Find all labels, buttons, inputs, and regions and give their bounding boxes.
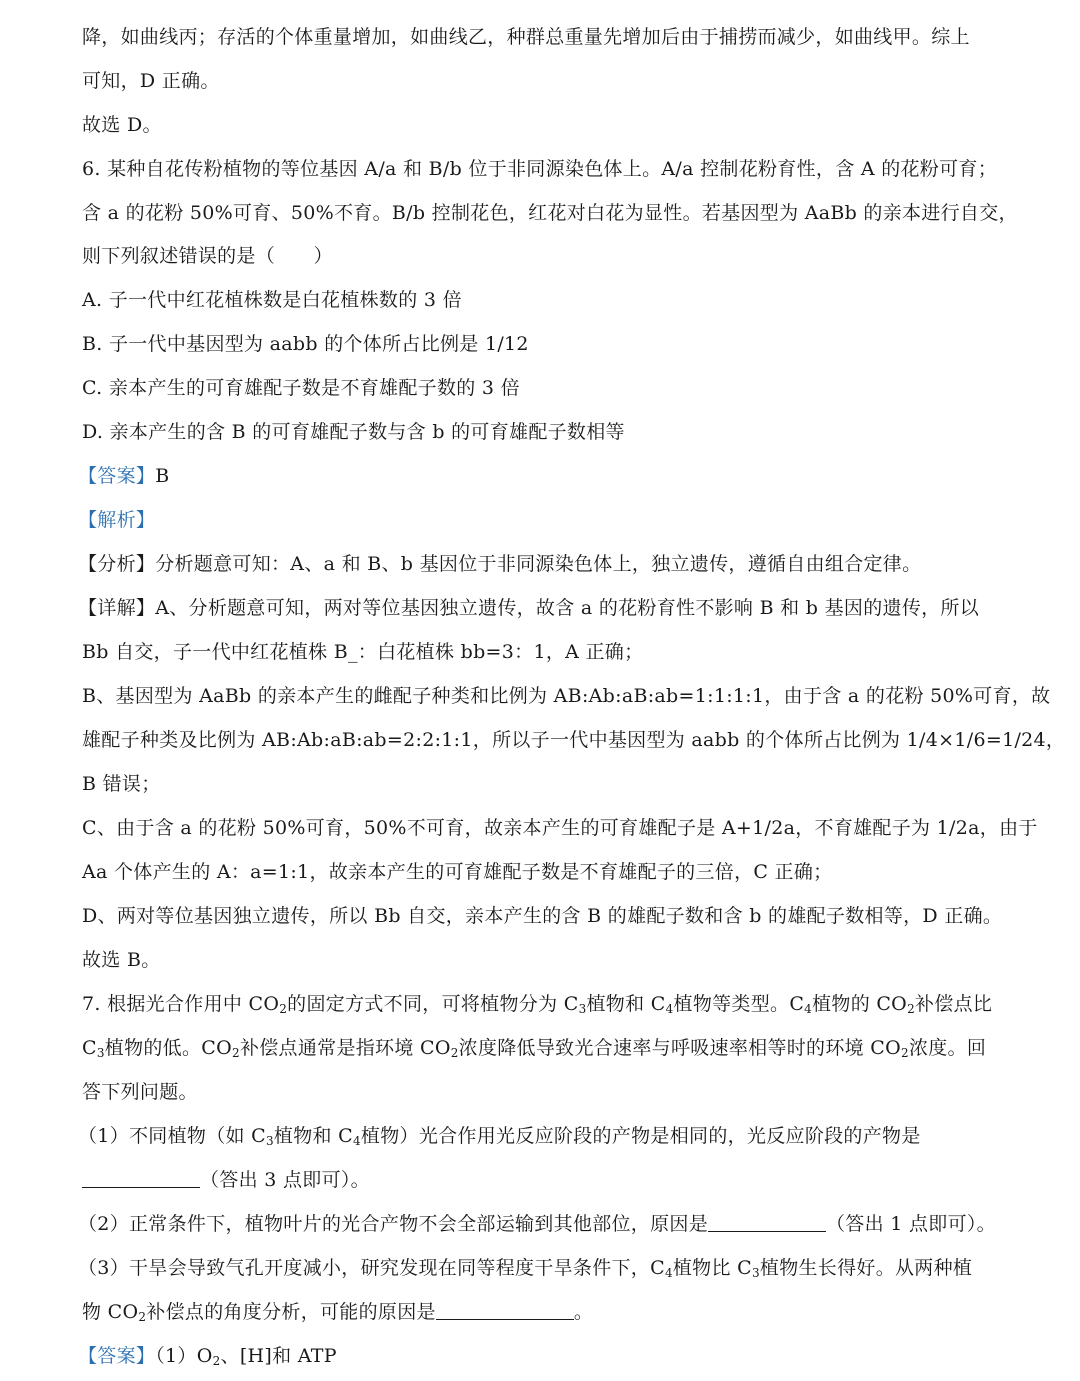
q7-subquestion-1-blank-line: （答出 3 点即可）。 — [82, 1167, 370, 1193]
q6-conclusion: 故选 B。 — [82, 949, 161, 971]
q7-subquestion-3-cont: 物 $CO_2$补偿点的角度分析，可能的原因是 。 — [82, 1301, 594, 1324]
q6-stem-line-3: 则下列叙述错误的是（ ） — [82, 245, 333, 267]
q6-option-b: B. 子一代中基因型为 aabb 的个体所占比例是 1/12 — [82, 333, 529, 355]
q6-answer — [78, 463, 169, 489]
q7-stem-line-1: 7. 根据光合作用中 $CO_2$的固定方式不同，可将植物分为 $C_3$植物和 $C_4$植物等类型。$C_4$植物的 $CO_2$补偿点比 — [82, 993, 993, 1016]
q6-detail-line-8: D、两对等位基因独立遗传，所以 Bb 自交，亲本产生的含 B 的雄配子数和含 b 的雄配子数相等，D 正确。 — [82, 905, 1003, 927]
jiexi-tag: 【解析】 — [78, 509, 156, 531]
q6-stem-line-1: 6. 某种自花传粉植物的等位基因 A/a 和 B/b 位于非同源染色体上。A/a 控制花粉育性，含 A 的花粉可育； — [82, 158, 997, 180]
q5-text-line-1: 降，如曲线丙；存活的个体重量增加，如曲线乙，种群总重量先增加后由于捕捞而减少，如曲线甲。综上 — [82, 26, 970, 48]
q7-subquestion-2: （2）正常条件下，植物叶片的光合产物不会全部运输到其他部位，原因是 （答出 1 点即可）。 — [78, 1213, 996, 1235]
q6-detail-line-2: Bb 自交，子一代中红花植株 B_：白花植株 bb=3：1，A 正确； — [82, 641, 644, 663]
q6-detail-line-5: B 错误； — [82, 773, 161, 795]
q7-stem-line-2: $C_3$植物的低。$CO_2$补偿点通常是指环境 $CO_2$浓度降低导致光合速率与呼吸速率相等时的环境 $CO_2$浓度。回 — [82, 1037, 987, 1060]
q6-detail-line-4: 雄配子种类及比例为 AB:Ab:aB:ab=2:2:1:1，所以子一代中基因型为 aabb 的个体所占比例为 1/4×1/6=1/24， — [82, 729, 1066, 751]
q6-detail-line-3: B、基因型为 AaBb 的亲本产生的雌配子种类和比例为 AB:Ab:aB:ab=1:1:1:1，由于含 a 的花粉 50%可育，故 — [82, 685, 1051, 707]
answer-value: B — [155, 465, 170, 487]
q7-answer: 【答案】$(1)O_2$、[H]和 ATP — [78, 1345, 337, 1368]
q6-analysis: 【分析】分析题意可知：A、a 和 B、b 基因位于非同源染色体上，独立遗传，遵循自由组合定律。 — [78, 553, 922, 575]
q6-option-a: A. 子一代中红花植株数是白花植株数的 3 倍 — [82, 289, 462, 311]
q5-text-line-2: 可知，D 正确。 — [82, 70, 220, 92]
q6-option-c: C. 亲本产生的可育雄配子数是不育雄配子数的 3 倍 — [82, 377, 520, 399]
answer-tag: 【答案】 — [78, 1345, 156, 1367]
answer-blank-1[interactable] — [82, 1169, 200, 1188]
q7-stem-line-3: 答下列问题。 — [82, 1081, 198, 1103]
q6-detail-line-1: 【详解】A、分析题意可知，两对等位基因独立遗传，故含 a 的花粉育性不影响 B 和 b 基因的遗传，所以 — [78, 597, 980, 619]
q6-option-d: D. 亲本产生的含 B 的可育雄配子数与含 b 的可育雄配子数相等 — [82, 421, 625, 443]
q7-subquestion-3: （3）干旱会导致气孔开度减小，研究发现在同等程度干旱条件下，$C_4$植物比 $C_3$植物生长得好。从两种植 — [78, 1257, 973, 1280]
q5-conclusion: 故选 D。 — [82, 114, 162, 136]
q7-subquestion-1: （1）不同植物（如 $C_3$植物和 $C_4$植物）光合作用光反应阶段的产物是相同的，光反应阶段的产物是 — [78, 1125, 921, 1148]
answer-tag: 【答案】 — [78, 465, 156, 487]
answer-blank-3[interactable] — [436, 1301, 574, 1320]
q6-detail-line-7: Aa 个体产生的 A：a=1:1，故亲本产生的可育雄配子数是不育雄配子的三倍，C 正确； — [82, 861, 833, 883]
q6-stem-line-2: 含 a 的花粉 50%可育、50%不育。B/b 控制花色，红花对白花为显性。若基因型为 AaBb 的亲本进行自交， — [82, 202, 1018, 224]
q6-detail-line-6: C、由于含 a 的花粉 50%可育，50%不可育，故亲本产生的可育雄配子是 A+1/2a，不育雄配子为 1/2a，由于 — [82, 817, 1038, 839]
answer-blank-2[interactable] — [708, 1213, 826, 1232]
